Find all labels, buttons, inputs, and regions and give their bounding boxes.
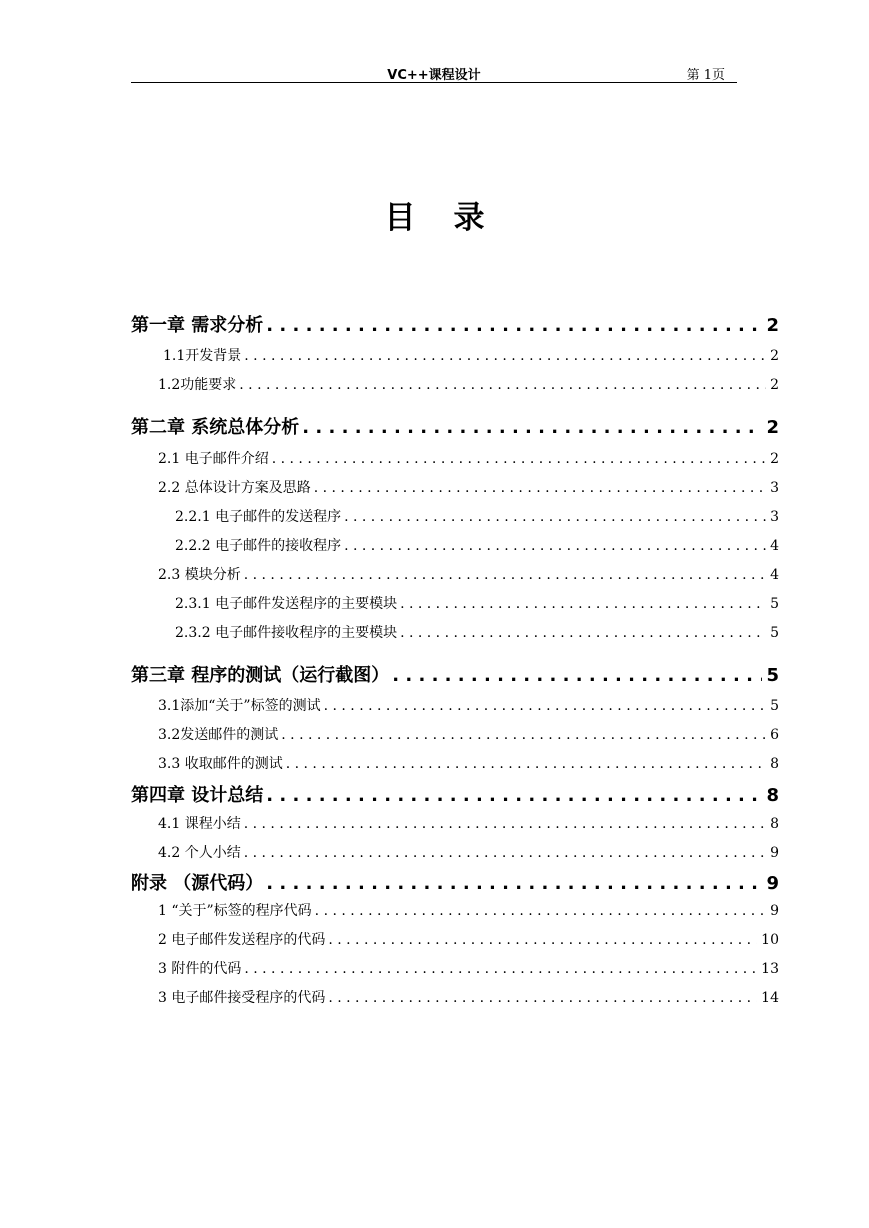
toc-label: 4.2 个人小结 — [158, 845, 241, 861]
toc-label: 附录 （源代码） — [131, 873, 264, 894]
toc-label: 3 电子邮件接受程序的代码 — [158, 990, 326, 1006]
toc-page-number: 4 — [770, 567, 779, 583]
toc-label: 1.2功能要求 — [158, 377, 237, 393]
toc-page-number: 8 — [770, 816, 779, 832]
toc-page-number: 5 — [770, 625, 779, 641]
toc-page-number: 13 — [761, 961, 779, 977]
toc-page-number: 5 — [770, 596, 779, 612]
toc-section[interactable] — [158, 448, 779, 470]
toc-section[interactable] — [158, 724, 779, 746]
toc-chapter-4[interactable] — [131, 781, 779, 807]
toc-label: 3 附件的代码 — [158, 961, 242, 977]
toc-label: 2.1 电子邮件介绍 — [158, 451, 269, 467]
toc-section[interactable] — [158, 900, 779, 922]
toc-label: 2.2.2 电子邮件的接收程序 — [175, 538, 342, 554]
toc-page-number: 3 — [770, 480, 779, 496]
toc-page-number: 6 — [770, 727, 779, 743]
toc-subsection[interactable] — [175, 622, 779, 644]
toc-subsection[interactable] — [175, 506, 779, 528]
toc-label: 3.3 收取邮件的测试 — [158, 756, 283, 772]
toc-subsection[interactable] — [175, 535, 779, 557]
toc-page-number: 5 — [766, 665, 779, 686]
toc-section[interactable] — [158, 564, 779, 586]
toc-label: 1 “关于”标签的程序代码 — [158, 903, 312, 919]
toc-label: 3.1添加“关于”标签的测试 — [158, 698, 321, 714]
toc-section[interactable] — [158, 958, 779, 980]
toc-chapter-3[interactable] — [131, 661, 779, 687]
toc-page-number: 9 — [766, 873, 779, 894]
toc-label: 2.2.1 电子邮件的发送程序 — [175, 509, 342, 525]
toc-appendix[interactable] — [131, 869, 779, 895]
toc-label: 2.2 总体设计方案及思路 — [158, 480, 311, 496]
toc-section[interactable] — [163, 345, 779, 367]
toc-label: 第一章 需求分析 — [131, 315, 264, 336]
toc-page-number: 5 — [770, 698, 779, 714]
toc-section[interactable] — [158, 753, 779, 775]
toc-page-number: 8 — [766, 785, 779, 806]
toc-page-number: 9 — [770, 903, 779, 919]
toc-label: 1.1开发背景 — [163, 348, 242, 364]
toc-label: 2.3 模块分析 — [158, 567, 241, 583]
toc-page-number: 4 — [770, 538, 779, 554]
toc-label: 第二章 系统总体分析 — [131, 417, 300, 438]
toc-page-number: 8 — [770, 756, 779, 772]
toc-page-number: 2 — [766, 315, 779, 336]
toc-page-number: 2 — [770, 451, 779, 467]
toc-section[interactable] — [158, 374, 779, 396]
toc-section[interactable] — [158, 695, 779, 717]
toc-section[interactable] — [158, 477, 779, 499]
header-page-number: 第 1页 — [686, 68, 725, 83]
toc-page-number: 14 — [761, 990, 779, 1006]
toc-label: 2.3.1 电子邮件发送程序的主要模块 — [175, 596, 398, 612]
page-title: 目录 — [384, 200, 523, 236]
toc-chapter-2[interactable] — [131, 413, 779, 439]
toc-section[interactable] — [158, 929, 779, 951]
toc-label: 第三章 程序的测试（运行截图） — [131, 665, 390, 686]
toc-label: 第四章 设计总结 — [131, 785, 264, 806]
header-title: VC++课程设计 — [387, 68, 481, 83]
toc-page-number: 2 — [766, 417, 779, 438]
toc-page-number: 9 — [770, 845, 779, 861]
toc-section[interactable] — [158, 813, 779, 835]
toc-subsection[interactable] — [175, 593, 779, 615]
toc-section[interactable] — [158, 987, 779, 1009]
toc-page-number: 2 — [770, 377, 779, 393]
toc-section[interactable] — [158, 842, 779, 864]
toc-label: 4.1 课程小结 — [158, 816, 241, 832]
toc-label: 2.3.2 电子邮件接收程序的主要模块 — [175, 625, 398, 641]
toc-chapter-1[interactable] — [131, 311, 779, 337]
toc-page-number: 10 — [761, 932, 779, 948]
toc-page-number: 2 — [770, 348, 779, 364]
toc-page-number: 3 — [770, 509, 779, 525]
toc-label: 3.2发送邮件的测试 — [158, 727, 279, 743]
toc-label: 2 电子邮件发送程序的代码 — [158, 932, 326, 948]
page-header — [131, 62, 737, 83]
